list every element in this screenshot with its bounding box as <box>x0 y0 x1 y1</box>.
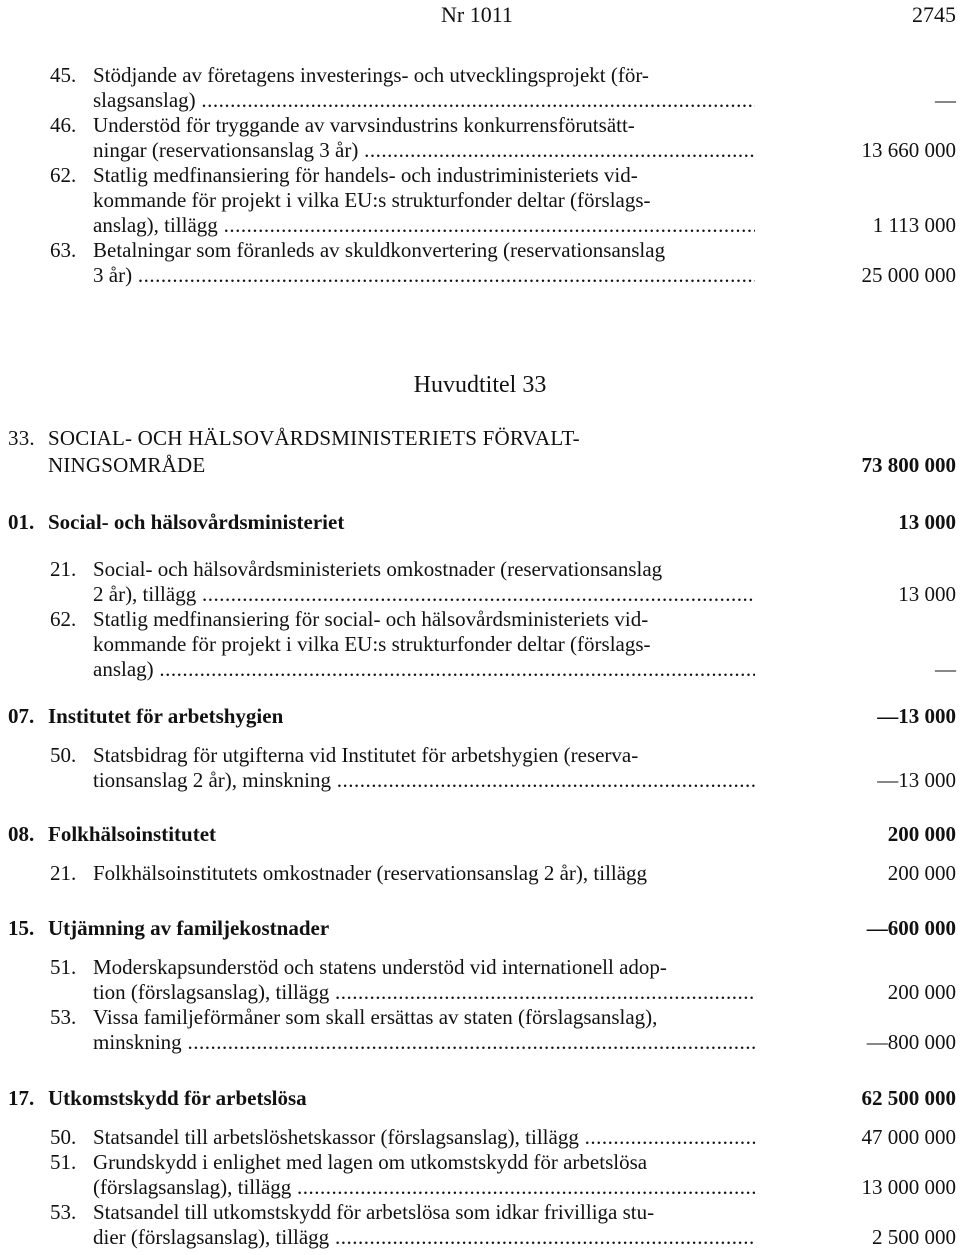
item-amount: 1 113 000 <box>872 213 956 237</box>
item-number: 62. <box>50 163 77 187</box>
section-number: 17. <box>8 1086 35 1110</box>
section-amount: —13 000 <box>877 704 956 728</box>
item-text: tionsanslag 2 år), minskning ..... <box>93 768 755 793</box>
page-number: 2745 <box>912 2 956 27</box>
item-text: Social- och hälsovårdsministeriets omkostnader (reservationsanslag <box>93 557 663 581</box>
item-number: 53. <box>50 1200 77 1224</box>
item-number: 50. <box>50 1125 77 1149</box>
item-text: 2 år), tillägg ..... <box>93 582 755 607</box>
item-number: 45. <box>50 63 77 87</box>
item-text: Betalningar som föranleds av skuldkonvertering (reservationsanslag <box>93 238 666 262</box>
section-amount: 13 000 <box>898 510 956 534</box>
item-text: Folkhälsoinstitutets omkostnader (reservationsanslag 2 år), tillägg <box>93 861 648 885</box>
section-title: Social- och hälsovårdsministeriet <box>48 510 345 534</box>
item-text: Statsbidrag för utgifterna vid Institutet för arbetshygien (reserva- <box>93 743 639 767</box>
item-amount: 200 000 <box>887 980 956 1004</box>
item-amount: 13 660 000 <box>861 138 956 162</box>
item-amount: —13 000 <box>877 768 956 792</box>
section-number: 07. <box>8 704 35 728</box>
section-title: Utkomstskydd för arbetslösa <box>48 1086 307 1110</box>
section-number: 15. <box>8 916 35 940</box>
item-text: Statlig medfinansiering för social- och hälsovårdsministeriets vid- <box>93 607 649 631</box>
item-amount: 2 500 000 <box>872 1225 956 1249</box>
section-title: Utjämning av familjekostnader <box>48 916 330 940</box>
list-item <box>0 861 960 886</box>
list-item <box>0 1150 960 1200</box>
list-item <box>0 1005 960 1055</box>
section <box>0 915 960 1055</box>
item-amount: 13 000 000 <box>861 1175 956 1199</box>
item-amount: — <box>935 88 956 112</box>
item-text: Vissa familjeförmåner som skall ersättas av staten (förslagsanslag), <box>93 1005 658 1029</box>
item-text: (förslagsanslag), tillägg ..... <box>93 1175 755 1200</box>
top-items <box>0 63 960 288</box>
item-text: tion (förslagsanslag), tillägg ..... <box>93 980 755 1005</box>
list-item <box>0 557 960 607</box>
item-text: slagsanslag) ..... <box>93 88 755 113</box>
section <box>0 821 960 886</box>
main-title: Huvudtitel 33 <box>413 372 547 398</box>
item-text: anslag), tillägg ..... <box>93 213 755 238</box>
section-amount: 62 500 000 <box>861 1086 956 1110</box>
item-number: 21. <box>50 861 77 885</box>
item-text: Understöd för tryggande av varvsindustrins konkurrensförutsätt- <box>93 113 635 137</box>
section-number: 01. <box>8 510 35 534</box>
list-item <box>0 63 960 113</box>
item-text: Stödjande av företagens investerings- och utvecklingsprojekt (för- <box>93 63 649 87</box>
item-number: 63. <box>50 238 77 262</box>
item-number: 53. <box>50 1005 77 1029</box>
ministry-title: NINGSOMRÅDE <box>48 453 206 477</box>
item-text: minskning ..... <box>93 1030 755 1055</box>
list-item <box>0 743 960 793</box>
ministry-title: SOCIAL- OCH HÄLSOVÅRDSMINISTERIETS FÖRVALT- <box>48 426 580 450</box>
list-item <box>0 163 960 238</box>
item-text: Moderskapsunderstöd och statens understöd vid internationell adop- <box>93 955 667 979</box>
section <box>0 509 960 682</box>
list-item <box>0 113 960 163</box>
ministry-amount: 73 800 000 <box>861 453 956 477</box>
item-amount: 25 000 000 <box>861 263 956 287</box>
item-text: Statlig medfinansiering för handels- och industriministeriets vid- <box>93 163 638 187</box>
section-title: Institutet för arbetshygien <box>48 704 284 728</box>
document-number: Nr 1011 <box>441 2 513 27</box>
item-text: anslag) ..... <box>93 657 755 682</box>
list-item <box>0 955 960 1005</box>
item-amount: 13 000 <box>898 582 956 606</box>
item-text: dier (förslagsanslag), tillägg ..... <box>93 1225 755 1250</box>
item-number: 21. <box>50 557 77 581</box>
section-amount: —600 000 <box>866 916 956 940</box>
list-item <box>0 1125 960 1150</box>
item-amount: —800 000 <box>866 1030 956 1054</box>
item-number: 46. <box>50 113 77 137</box>
item-amount: 47 000 000 <box>861 1125 956 1149</box>
item-text: kommande för projekt i vilka EU:s strukturfonder deltar (förslags- <box>93 632 651 656</box>
item-number: 50. <box>50 743 77 767</box>
section <box>0 703 960 793</box>
ministry-heading <box>0 425 960 479</box>
item-text: ningar (reservationsanslag 3 år) ..... <box>93 138 755 163</box>
item-number: 51. <box>50 1150 77 1174</box>
section-title: Folkhälsoinstitutet <box>48 822 217 846</box>
item-amount: 200 000 <box>887 861 956 885</box>
section-number: 08. <box>8 822 35 846</box>
item-text: Statsandel till utkomstskydd för arbetslösa som idkar frivilliga stu- <box>93 1200 655 1224</box>
list-item <box>0 607 960 682</box>
item-text: kommande för projekt i vilka EU:s strukturfonder deltar (förslags- <box>93 188 651 212</box>
section-amount: 200 000 <box>887 822 956 846</box>
item-text: Grundskydd i enlighet med lagen om utkomstskydd för arbetslösa <box>93 1150 648 1174</box>
item-number: 51. <box>50 955 77 979</box>
list-item <box>0 1200 960 1250</box>
item-text: 3 år) ..... <box>93 263 755 288</box>
ministry-number: 33. <box>8 426 35 450</box>
section <box>0 1085 960 1250</box>
list-item <box>0 238 960 288</box>
item-text: Statsandel till arbetslöshetskassor (förslagsanslag), tillägg ..... <box>93 1125 755 1150</box>
page-header <box>0 2 960 28</box>
item-amount: — <box>935 657 956 681</box>
item-number: 62. <box>50 607 77 631</box>
